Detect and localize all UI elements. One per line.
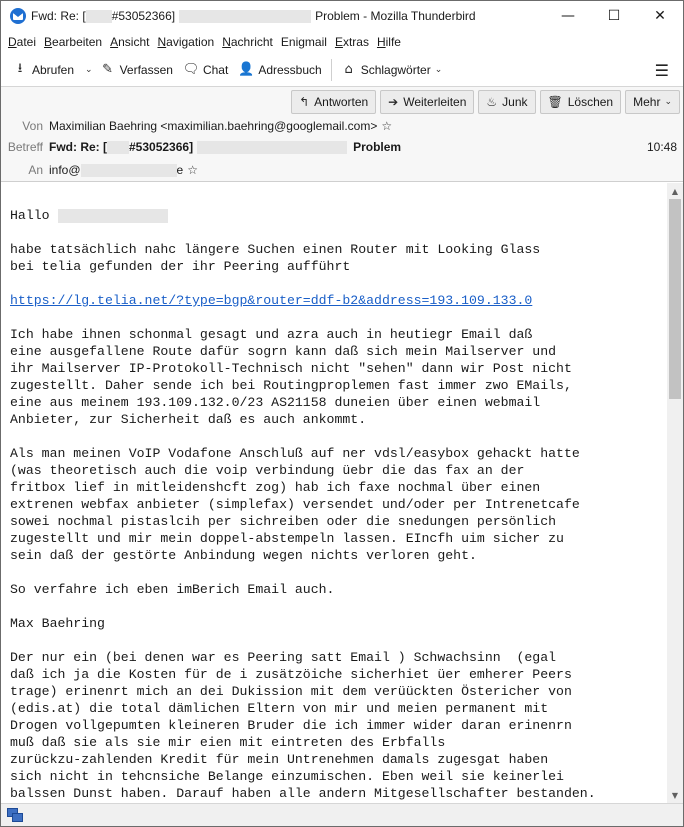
- close-button[interactable]: ✕: [654, 8, 666, 24]
- minimize-button[interactable]: —: [561, 8, 575, 24]
- fetch-label: Abrufen: [32, 62, 75, 77]
- subject-row: [1, 138, 401, 156]
- junk-label: Junk: [502, 95, 528, 109]
- to-address: info@: [49, 163, 81, 177]
- window-title-suffix: Problem - Mozilla Thunderbird: [315, 9, 476, 23]
- addressbook-label: Adressbuch: [258, 62, 322, 77]
- tags-button[interactable]: [336, 57, 448, 83]
- reply-label: Antworten: [314, 95, 369, 109]
- redacted-block: [86, 10, 112, 23]
- menu-navigation-rest: avigation: [166, 35, 215, 49]
- menu-hilfe-mnemonic: H: [376, 35, 386, 49]
- menu-nachricht-rest: achricht: [230, 35, 273, 49]
- star-icon[interactable]: ☆: [187, 163, 198, 177]
- subject-ticket: #53052366]: [129, 140, 194, 154]
- menu-bearbeiten[interactable]: [40, 35, 106, 49]
- thunderbird-logo-icon: [10, 8, 26, 24]
- contacts-icon: 👤: [238, 62, 255, 77]
- from-row: [1, 117, 392, 135]
- scrollbar-thumb[interactable]: [669, 199, 681, 399]
- online-status-icon[interactable]: [7, 808, 21, 821]
- menu-enigmail-start: Eni: [280, 35, 299, 49]
- forward-icon: ➔: [388, 95, 399, 109]
- message-action-bar: [287, 90, 680, 114]
- menu-nachricht-mnemonic: N: [222, 35, 231, 49]
- chat-button[interactable]: [178, 57, 233, 83]
- reply-icon: ↰: [299, 95, 310, 109]
- telia-looking-glass-link[interactable]: https://lg.telia.net/?type=bgp&router=ddf-b2&address=193.109.133.0: [10, 293, 533, 308]
- compose-button[interactable]: [95, 57, 178, 83]
- menu-extras-mnemonic: E: [334, 35, 343, 49]
- redacted-block: [197, 141, 347, 154]
- menu-extras-rest: xtras: [342, 35, 369, 49]
- to-row: [1, 161, 198, 179]
- body-paragraph: Als man meinen VoIP Vodafone Anschluß auf ner vdsl/easybox gehackt hatte (was theoretisch auch die voip verbindung üebr die das fax an der fritbox lief in mitleidenshcft zog) hab ich faxe nochmal über einen extrenen webfax anbieter (simplefax) versendet und/oder per Intrenetcafe sowei nochmal pistaslcih per sichreiben oder die snedungen persönlich zugestellt und mir mein doppel-abstempeln lassen. EIncfh uim sicher zu sein daß der gestörte Anbindung wegen nichts verloren geht.: [10, 446, 580, 563]
- scroll-up-icon[interactable]: ▲: [671, 186, 679, 196]
- window-title-ticket: #53052366]: [111, 9, 176, 23]
- redacted-block: [81, 164, 177, 177]
- toolbar-separator: [331, 59, 332, 81]
- tag-icon: ⌂: [344, 62, 353, 77]
- subject-prefix: Fwd: Re: [: [49, 140, 107, 154]
- body-paragraph: habe tatsächlich nahc längere Suchen einen Router mit Looking Glass bei telia gefunden der ihr Peering aufführt: [10, 242, 541, 274]
- pencil-icon: ✎: [102, 62, 114, 77]
- menu-nachricht[interactable]: [218, 35, 277, 49]
- trash-icon: 🗑: [547, 95, 563, 109]
- maximize-button[interactable]: ☐: [607, 8, 621, 24]
- chevron-down-icon: ⌄: [664, 97, 672, 107]
- vertical-scrollbar[interactable]: [667, 183, 683, 803]
- menu-ansicht-mnemonic: A: [110, 35, 119, 49]
- subject-value: [49, 140, 401, 154]
- more-button[interactable]: [625, 90, 680, 114]
- junk-button[interactable]: [478, 90, 535, 114]
- from-label: Von: [22, 119, 43, 133]
- download-icon: ⭳: [17, 60, 23, 76]
- link-line: [10, 292, 667, 309]
- menu-ansicht[interactable]: [106, 35, 153, 49]
- delete-button[interactable]: [540, 90, 622, 114]
- to-label: An: [28, 163, 43, 177]
- to-address-tail: e: [176, 163, 184, 177]
- flame-icon: ♨: [486, 95, 498, 109]
- greeting-line: [10, 207, 667, 224]
- menu-ansicht-rest: nsicht: [118, 35, 150, 49]
- delete-label: Löschen: [567, 95, 614, 109]
- reply-button[interactable]: [291, 90, 376, 114]
- body-paragraph: So verfahre ich eben imBerich Email auch.: [10, 582, 335, 597]
- menu-hilfe[interactable]: [373, 35, 405, 49]
- menu-datei-rest: atei: [16, 35, 37, 49]
- menu-enigmail-mnemonic: g: [298, 35, 305, 49]
- window-title-prefix: Fwd: Re: [: [31, 9, 86, 23]
- fetch-button[interactable]: [7, 57, 79, 83]
- window-title: [31, 9, 476, 23]
- redacted-block: [58, 209, 168, 223]
- forward-button[interactable]: [380, 90, 474, 114]
- menu-hilfe-rest: ilfe: [385, 35, 401, 49]
- chat-bubble-icon: 🗨: [182, 62, 200, 77]
- menu-bearbeiten-rest: earbeiten: [52, 35, 103, 49]
- chevron-down-icon: ⌄: [434, 64, 443, 75]
- compose-label: Verfassen: [119, 62, 173, 77]
- status-bar: [1, 803, 683, 826]
- message-header: [1, 87, 683, 182]
- menu-enigmail-rest: mail: [304, 35, 327, 49]
- title-bar: [1, 1, 683, 31]
- tags-label: Schlagwörter: [360, 62, 431, 77]
- menu-extras[interactable]: [331, 35, 373, 49]
- body-paragraph: Der nur ein (bei denen war es Peering satt Email ) Schwachsinn (egal daß ich ja die Kosten für de i zusätzöiche sicherhiet üer emherer Peers trage) erinenrt mich an dei Dukission mit dem verüückten Östericher von (edis.at) die total dämlichen Eltern von mir und meien permanent mit Drogen vollgepumten kleineren Bruder die ich immer wider daran erinenrn muß daß sie als sie mir eien mit eintreten des Erbfalls zurückzu-zahlenden Kredit für mein Untrenehmen damals zugesgat haben sich nicht in tehcnsiche Belange einzumischen. Eben weil sie keinerlei balssen Dunst haben. Darauf haben alle andern Mitgesellschafter bestanden.: [10, 650, 596, 801]
- menu-bearbeiten-mnemonic: B: [44, 35, 53, 49]
- scroll-down-icon[interactable]: ▼: [671, 790, 679, 800]
- fetch-dropdown-button[interactable]: [79, 57, 95, 83]
- subject-label: Betreff: [7, 140, 43, 154]
- menu-navigation-mnemonic: N: [157, 35, 167, 49]
- chat-label: Chat: [202, 62, 229, 77]
- body-paragraph: Ich habe ihnen schonmal gesagt und azra auch in heutiegr Email daß eine ausgefallene Route dafür sogrn kann daß sich mein Mailserver und ihr Mailserver IP-Protokoll-Technisch nicht "sehen" dann wir Post nicht zugestellt. Daher sende ich bei Routingproplemen fast immer zwo EMails, eine aus meinem 193.109.132.0/23 AS21158 duneien über einen webmail Anbieter, zur Sicherheit daß es auch ankommt.: [10, 327, 572, 427]
- message-time: 10:48: [646, 140, 677, 154]
- forward-label: Weiterleiten: [403, 95, 467, 109]
- hamburger-icon[interactable]: ☰: [654, 61, 669, 80]
- chevron-down-icon: ⌄: [85, 64, 93, 75]
- menu-enigmail[interactable]: [277, 35, 331, 49]
- menu-datei-mnemonic: D: [8, 35, 17, 49]
- main-toolbar: [1, 53, 683, 87]
- menu-navigation[interactable]: [153, 35, 218, 49]
- to-value[interactable]: [49, 163, 183, 177]
- from-value[interactable]: Maximilian Baehring <maximilian.baehring@googlemail.com>: [49, 119, 378, 133]
- greeting: Hallo: [10, 208, 50, 223]
- window-controls: [545, 1, 683, 31]
- signature: Max Baehring: [10, 616, 105, 631]
- addressbook-button[interactable]: [233, 57, 326, 83]
- message-body: [1, 183, 667, 803]
- subject-suffix: Problem: [353, 140, 402, 154]
- menu-datei[interactable]: [4, 35, 40, 49]
- star-icon[interactable]: ☆: [381, 119, 393, 133]
- redacted-block: [107, 141, 129, 154]
- redacted-block: [179, 10, 311, 23]
- more-label: Mehr: [633, 95, 661, 109]
- menu-bar: [1, 31, 683, 53]
